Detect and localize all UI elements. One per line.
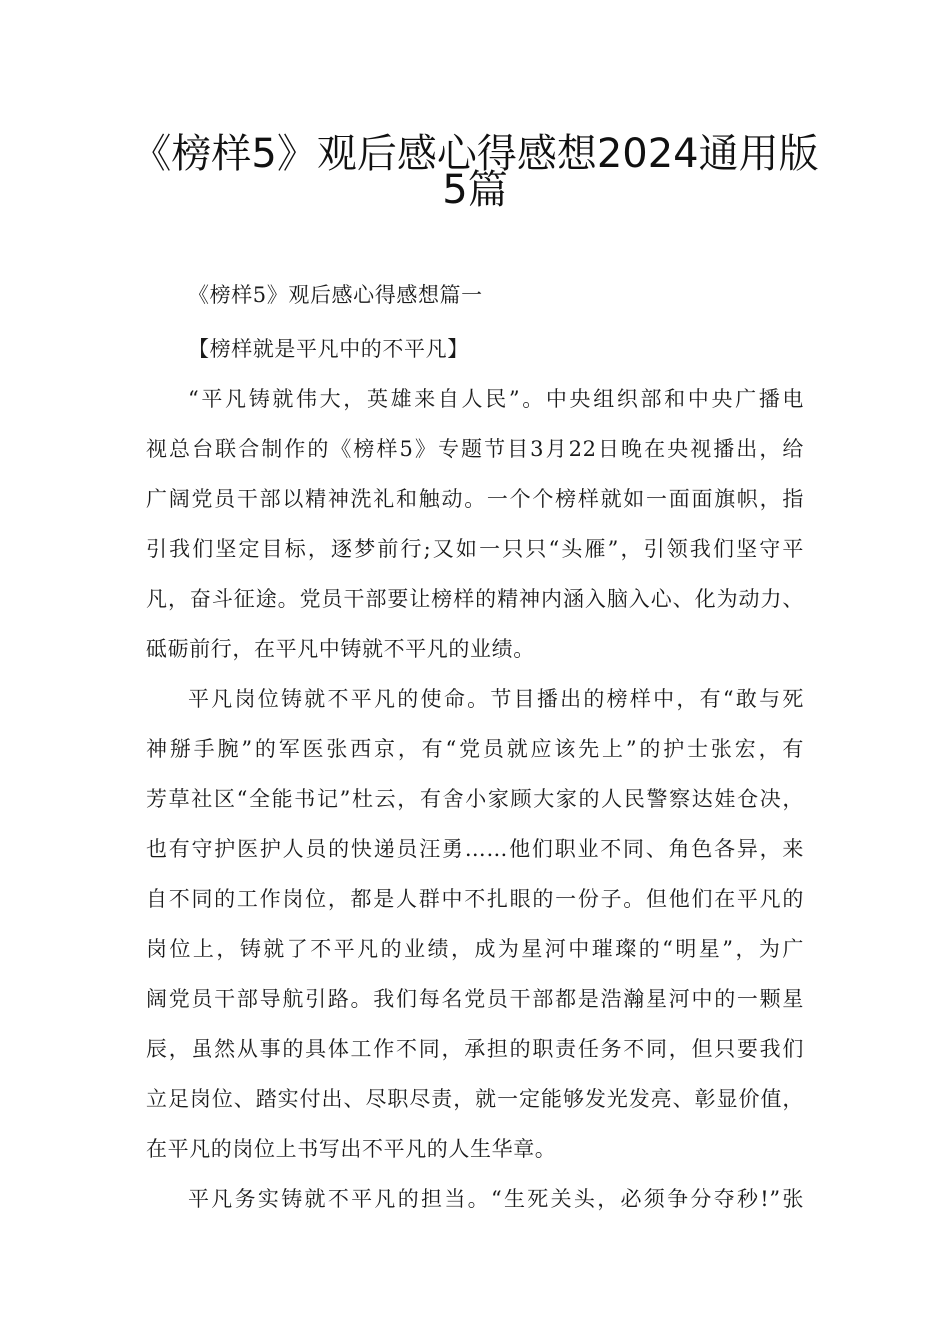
document-title: 《榜样5》观后感心得感想2024通用版 xyxy=(131,131,819,177)
document-title-continued: 5篇 xyxy=(442,167,508,213)
paragraph-line: 辰，虽然从事的具体工作不同，承担的职责任务不同，但只要我们 xyxy=(146,1037,804,1061)
paragraph-line: 砥砺前行，在平凡中铸就不平凡的业绩。 xyxy=(146,637,535,661)
paragraph-line: 岗位上，铸就了不平凡的业绩，成为星河中璀璨的“明星”，为广 xyxy=(146,937,804,961)
paragraph-line: 凡，奋斗征途。党员干部要让榜样的精神内涵入脑入心、化为动力、 xyxy=(146,587,804,611)
paragraph-line: 平凡岗位铸就不平凡的使命。节目播出的榜样中，有“敢与死 xyxy=(188,687,804,711)
paragraph-line: 广阔党员干部以精神洗礼和触动。一个个榜样就如一面面旗帜，指 xyxy=(146,487,804,511)
paragraph-line: 阔党员干部导航引路。我们每名党员干部都是浩瀚星河中的一颗星 xyxy=(146,987,804,1011)
section-heading: 《榜样5》观后感心得感想篇一 xyxy=(188,283,483,307)
paragraph-line: 在平凡的岗位上书写出不平凡的人生华章。 xyxy=(146,1137,557,1161)
paragraph-line: 也有守护医护人员的快递员汪勇……他们职业不同、角色各异，来 xyxy=(146,837,804,861)
paragraph-line: 引我们坚定目标，逐梦前行;又如一只只“头雁”，引领我们坚守平 xyxy=(146,537,804,561)
subheading: 【榜样就是平凡中的不平凡】 xyxy=(188,337,469,361)
paragraph-line: 神掰手腕”的军医张西京，有“党员就应该先上”的护士张宏，有 xyxy=(146,737,804,761)
paragraph-line: 平凡务实铸就不平凡的担当。“生死关头，必须争分夺秒!”张 xyxy=(188,1187,804,1211)
paragraph-line: “平凡铸就伟大，英雄来自人民”。中央组织部和中央广播电 xyxy=(188,387,804,411)
paragraph-line: 立足岗位、踏实付出、尽职尽责，就一定能够发光发亮、彰显价值， xyxy=(146,1087,804,1111)
paragraph-line: 自不同的工作岗位，都是人群中不扎眼的一份子。但他们在平凡的 xyxy=(146,887,804,911)
paragraph-line: 芳草社区“全能书记”杜云，有舍小家顾大家的人民警察达娃仓决， xyxy=(146,787,804,811)
paragraph-line: 视总台联合制作的《榜样5》专题节目3月22日晚在央视播出，给 xyxy=(146,437,804,461)
